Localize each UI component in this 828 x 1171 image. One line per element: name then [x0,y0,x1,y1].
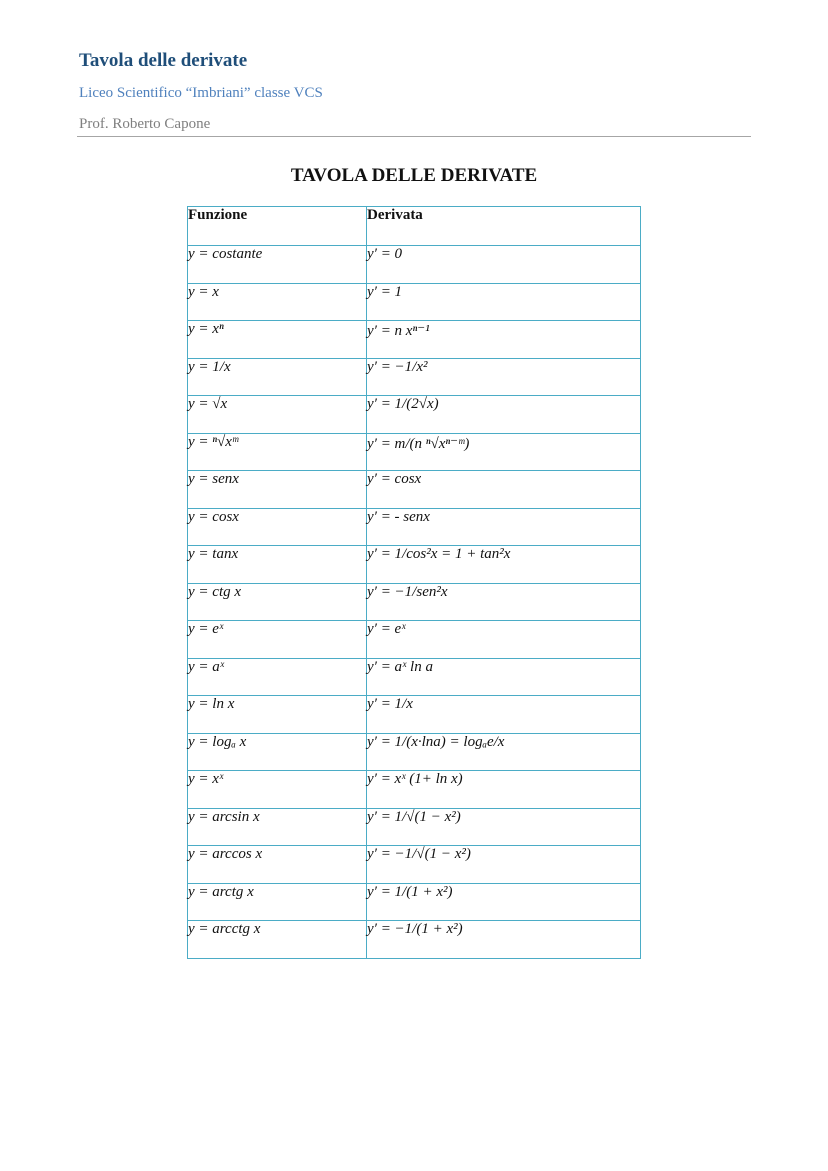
table-row [188,396,641,434]
table-row [188,321,641,359]
function-cell [188,546,367,584]
function-cell [188,808,367,846]
function-formula: y = ctg x [188,583,242,600]
derivative-cell [367,658,641,696]
table-header-row [188,207,641,246]
derivative-cell [367,396,641,434]
function-formula: y = √x [188,396,228,412]
document-subtitle: Liceo Scientifico “Imbriani” classe VCS [79,85,323,101]
document-author: Prof. Roberto Capone [79,116,211,132]
function-formula: y = ⁿ√xᵐ [188,433,239,450]
table-row [188,546,641,584]
derivative-formula: y′ = 1/(2√x) [367,396,439,412]
function-formula: y = ln x [188,696,235,712]
function-formula: y = senx [188,471,239,487]
function-formula: y = eˣ [188,621,224,637]
function-cell [188,433,367,471]
derivative-formula: y′ = - senx [367,508,430,525]
derivative-formula: y′ = n xⁿ⁻¹ [367,323,430,339]
function-formula: y = xˣ [188,771,224,787]
table-row [188,358,641,396]
function-cell [188,471,367,509]
function-cell [188,921,367,959]
function-formula: y = aˣ [188,658,225,675]
derivative-cell [367,321,641,359]
derivative-formula: y′ = eˣ [367,621,406,637]
function-cell [188,508,367,546]
derivative-cell [367,246,641,284]
table-row [188,583,641,621]
table-row [188,846,641,884]
derivative-cell [367,846,641,884]
table-row [188,733,641,771]
column-header-function: Funzione [188,207,367,246]
derivative-cell [367,471,641,509]
function-cell [188,321,367,359]
derivative-formula: y′ = 1/x [367,696,413,712]
derivative-formula: y′ = 1 [367,283,403,300]
function-formula: y = x [188,283,219,300]
function-cell [188,846,367,884]
derivative-formula: y′ = 1/√(1 − x²) [367,808,461,825]
function-formula: y = arcsin x [188,808,260,825]
derivative-cell [367,883,641,921]
derivative-cell [367,696,641,734]
document-title: Tavola delle derivate [79,50,248,71]
function-formula: y = logₐ x [188,733,247,750]
derivative-cell [367,921,641,959]
table-row [188,621,641,659]
derivatives-table [187,206,641,959]
derivative-formula: y′ = 1/(1 + x²) [367,883,453,900]
function-cell [188,621,367,659]
table-row [188,508,641,546]
derivative-cell [367,733,641,771]
table-row [188,883,641,921]
table-row [188,433,641,471]
derivative-formula: y′ = −1/sen²x [367,583,448,600]
derivative-cell [367,508,641,546]
derivative-cell [367,808,641,846]
derivative-cell [367,771,641,809]
table-row [188,658,641,696]
derivative-formula: y′ = 1/(x·lna) = logₐe/x [367,733,505,750]
table-row [188,246,641,284]
derivative-cell [367,583,641,621]
function-formula: y = arccos x [188,846,263,862]
table-title: TAVOLA DELLE DERIVATE [290,165,538,186]
column-header-derivative: Derivata [367,207,641,246]
derivative-formula: y′ = cosx [367,471,422,487]
derivative-formula: y′ = 1/cos²x = 1 + tan²x [367,546,511,562]
table-row [188,808,641,846]
derivative-cell [367,546,641,584]
derivative-cell [367,358,641,396]
function-cell [188,696,367,734]
function-formula: y = xⁿ [188,321,224,337]
function-cell [188,733,367,771]
function-cell [188,396,367,434]
function-formula: y = arctg x [188,883,254,900]
function-cell [188,283,367,321]
derivative-formula: y′ = m/(n ⁿ√xⁿ⁻ᵐ) [367,435,470,452]
derivative-formula: y′ = −1/√(1 − x²) [367,846,471,862]
derivative-cell [367,621,641,659]
derivative-formula: y′ = xˣ (1+ ln x) [367,771,463,787]
derivative-cell [367,283,641,321]
derivative-formula: y′ = 0 [367,246,403,262]
function-cell [188,358,367,396]
document-header [79,48,751,134]
table-row [188,471,641,509]
function-cell [188,883,367,921]
table-row [188,696,641,734]
function-formula: y = costante [188,246,263,262]
header-divider [77,136,751,137]
derivative-formula: y′ = −1/(1 + x²) [367,921,463,937]
function-formula: y = cosx [188,508,239,525]
table-row [188,771,641,809]
function-formula: y = 1/x [188,358,231,375]
table-row [188,283,641,321]
function-cell [188,658,367,696]
derivative-cell [367,433,641,471]
table-row [188,921,641,959]
function-cell [188,246,367,284]
function-formula: y = arcctg x [188,921,261,937]
derivative-formula: y′ = −1/x² [367,358,428,375]
derivative-formula: y′ = aˣ ln a [367,658,433,675]
function-formula: y = tanx [188,546,239,562]
function-cell [188,771,367,809]
function-cell [188,583,367,621]
